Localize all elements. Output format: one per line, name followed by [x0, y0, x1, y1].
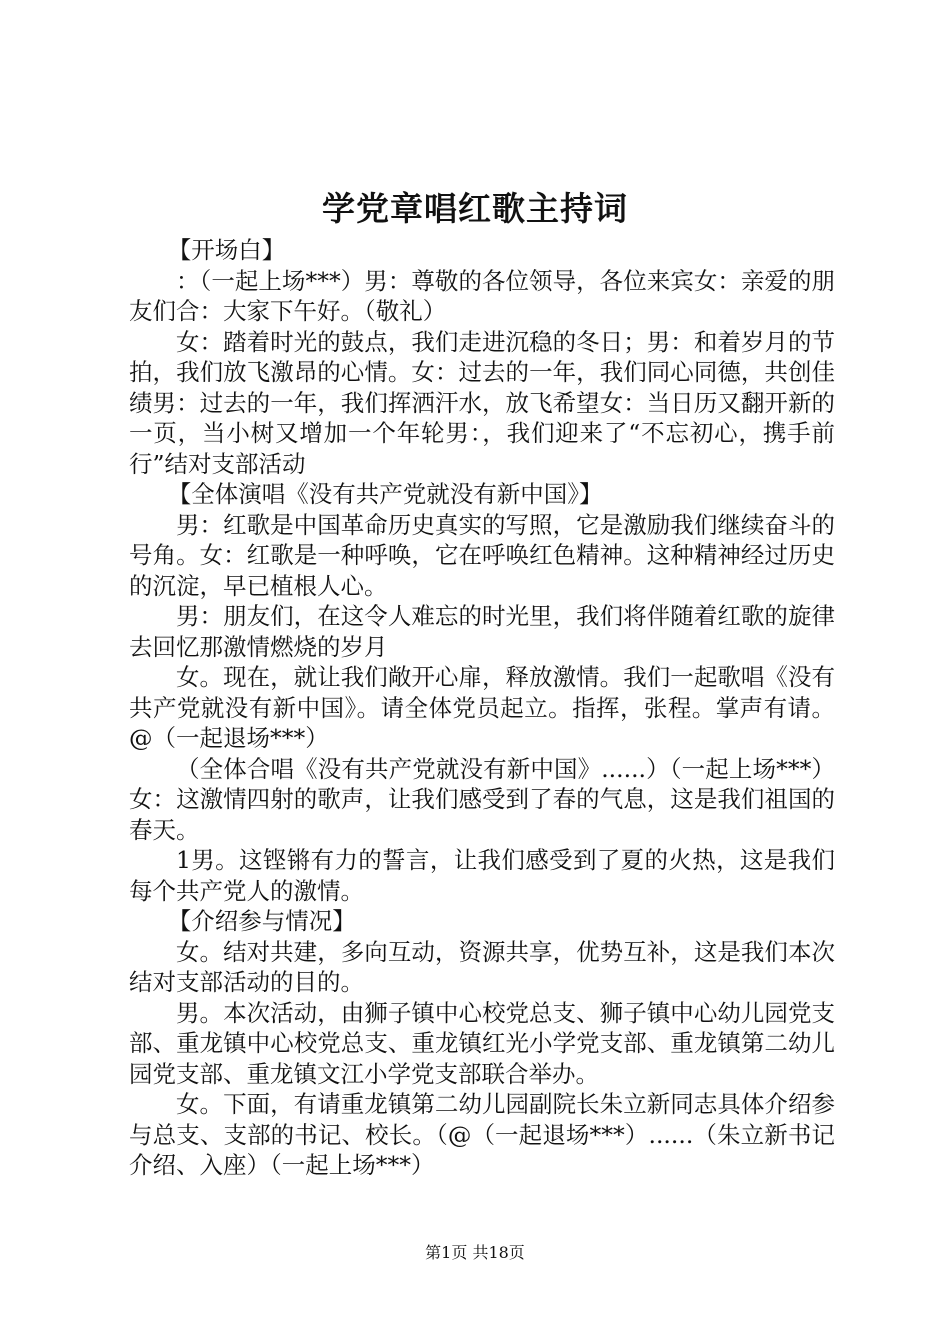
- paragraph: 男。本次活动，由狮子镇中心校党总支、狮子镇中心幼儿园党支部、重龙镇中心校党总支、重龙镇红光小学党支部、重龙镇第二幼儿园党支部、重龙镇文江小学党支部联合举办。: [129, 998, 835, 1088]
- paragraph: ：（一起上场***）男：尊敬的各位领导，各位来宾女：亲爱的朋友们合：大家下午好。（敬礼）: [129, 266, 835, 325]
- page-number: 第1页 共18页: [425, 1243, 525, 1262]
- paragraph: 女。下面，有请重龙镇第二幼儿园副院长朱立新同志具体介绍参与总支、支部的书记、校长。（@（一起退场***）......（朱立新书记介绍、入座）（一起上场***）: [129, 1090, 835, 1179]
- section-heading-opening: 【开场白】: [167, 236, 286, 264]
- section-heading-sing: 【全体演唱《没有共产党就没有新中国》】: [167, 480, 603, 508]
- document-title: 学党章唱红歌主持词: [322, 189, 628, 228]
- paragraph: 女。现在，就让我们敞开心扉，释放激情。我们一起歌唱《没有共产党就没有新中国》。请全体党员起立。指挥，张程。掌声有请。@（一起退场***）: [129, 663, 835, 752]
- paragraph: 男：红歌是中国革命历史真实的写照，它是激励我们继续奋斗的号角。女：红歌是一种呼唤，它在呼唤红色精神。这种精神经过历史的沉淀，早已植根人心。: [129, 510, 835, 600]
- paragraph: 女：踏着时光的鼓点，我们走进沉稳的冬日；男：和着岁月的节拍，我们放飞激昂的心情。女：过去的一年，我们同心同德，共创佳绩男：过去的一年，我们挥洒汗水，放飞希望女：当日历又翻开新的一页，当小树又增加一个年轮男：，我们迎来了“不忘初心，携手前行”结对支部活动: [129, 327, 835, 478]
- section-heading-intro: 【介绍参与情况】: [167, 907, 356, 935]
- document-body: [129, 235, 835, 1181]
- paragraph: 1男。这铿锵有力的誓言，让我们感受到了夏的火热，这是我们每个共产党人的激情。: [129, 846, 835, 905]
- paragraph: 男：朋友们，在这令人难忘的时光里，我们将伴随着红歌的旋律去回忆那激情燃烧的岁月: [129, 602, 835, 661]
- paragraph: 女。结对共建，多向互动，资源共享，优势互补，这是我们本次结对支部活动的目的。: [129, 937, 835, 996]
- paragraph: （全体合唱《没有共产党就没有新中国》......）（一起上场***）女：这激情四射的歌声，让我们感受到了春的气息，这是我们祖国的春天。: [129, 754, 835, 844]
